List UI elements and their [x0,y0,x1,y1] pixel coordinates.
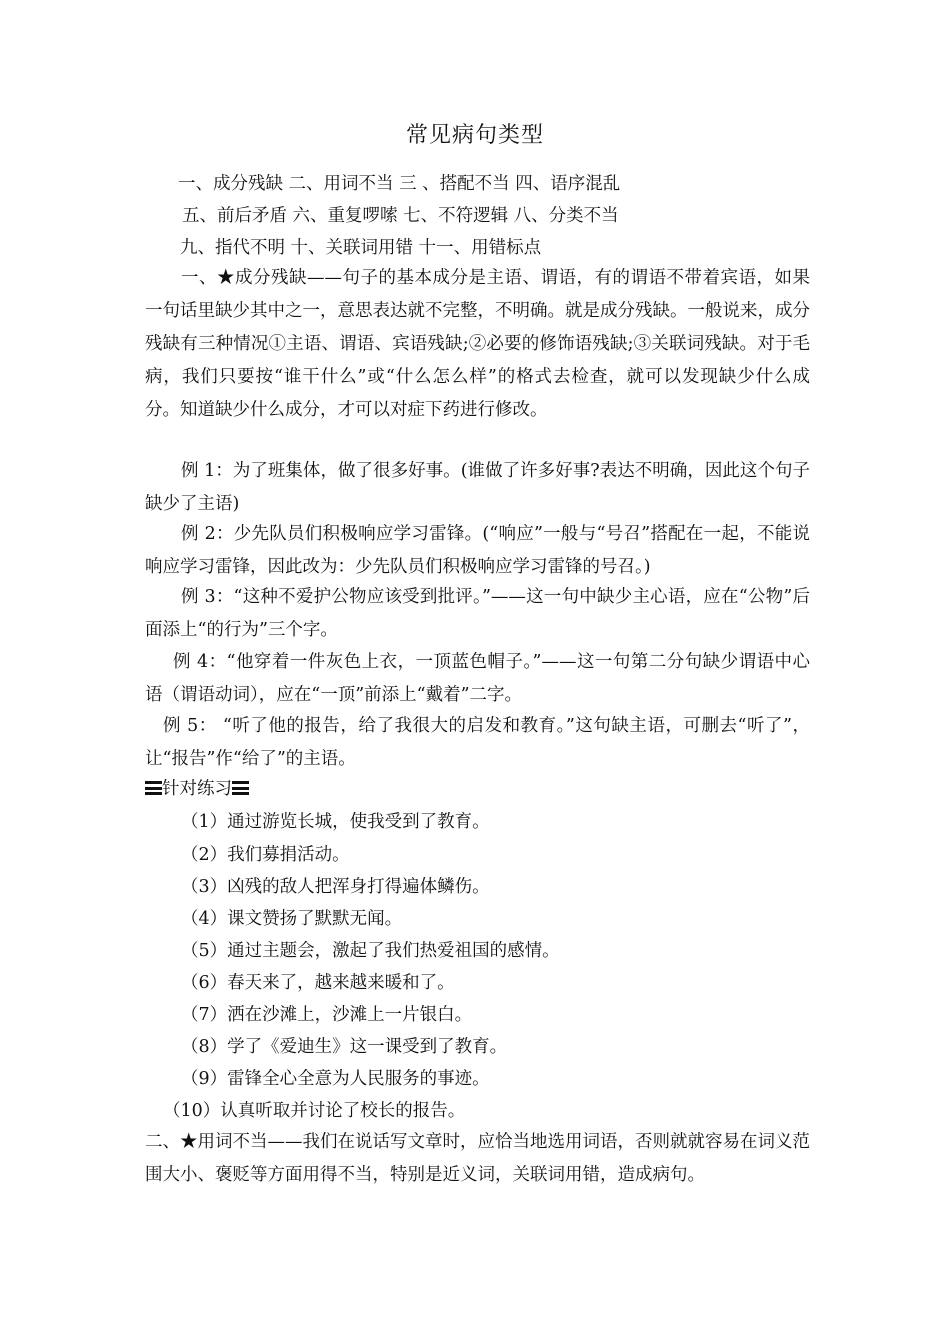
exercise-item: （5）通过主题会，激起了我们热爱祖国的感情。 [181,941,560,961]
practice-heading-label: 针对练习 [162,779,232,799]
exercise-item: （2）我们募捐活动。 [181,845,350,865]
exercise-item: （6）春天来了，越来越来暖和了。 [181,973,455,993]
example-5: 例 5： “听了他的报告，给了我很大的启发和教育。”这句缺主语，可删去“听了”，让“报告”作“给了”的主语。 [145,716,810,769]
types-line-2: 五、前后矛盾 六、重复啰嗦 七、不符逻辑 八、分类不当 [182,206,619,226]
exercise-item: （8）学了《爱迪生》这一课受到了教育。 [181,1037,508,1057]
exercise-item: （9）雷锋全心全意为人民服务的事迹。 [181,1069,490,1089]
example-4: 例 4：“他穿着一件灰色上衣，一顶蓝色帽子。”——这一句第二分句缺少谓语中心语（谓语动词），应在“一顶”前添上“戴着”二字。 [145,652,810,705]
exercise-item: （1）通过游览长城，使我受到了教育。 [181,812,490,832]
example-1: 例 1：为了班集体，做了很多好事。(谁做了许多好事?表达不明确，因此这个句子缺少了主语) [145,461,810,514]
section-1-intro: 一、★成分残缺——句子的基本成分是主语、谓语，有的谓语不带着宾语，如果一句话里缺少其中之一，意思表达就不完整，不明确。就是成分残缺。一般说来，成分残缺有三种情况①主语、谓语、宾语残缺;②必要的修饰语残缺;③关联词残缺。对于毛病，我们只要按“谁干什么”或“什么怎么样”的格式去检查，就可以发现缺少什么成分。知道缺少什么成分，才可以对症下药进行修改。 [145,268,810,420]
types-line-3: 九、指代不明 十、关联词用错 十一、用错标点 [180,238,542,258]
example-3: 例 3：“这种不爱护公物应该受到批评。”——这一句中缺少主心语，应在“公物”后面添上“的行为”三个字。 [145,587,810,640]
exercise-item: （4）课文赞扬了默默无闻。 [181,909,403,929]
page-title: 常见病句类型 [405,123,544,148]
types-line-1: 一、成分残缺 二、用词不当 三 、搭配不当 四、语序混乱 [178,174,621,194]
exercise-item: （10）认真听取并讨论了校长的报告。 [163,1101,466,1121]
exercise-item: （7）洒在沙滩上，沙滩上一片银白。 [181,1005,473,1025]
double-bar-icon [145,781,162,795]
double-bar-icon [232,781,249,795]
example-2: 例 2：少先队员们积极响应学习雷锋。(“响应”一般与“号召”搭配在一起，不能说响应学习雷锋，因此改为：少先队员们积极响应学习雷锋的号召。) [145,524,810,577]
exercise-item: （3）凶残的敌人把浑身打得遍体鳞伤。 [181,877,490,897]
section-2-intro: 二、★用词不当——我们在说话写文章时，应恰当地选用词语，否则就就容易在词义范围大小、褒贬等方面用得不当，特别是近义词，关联词用错，造成病句。 [145,1132,810,1185]
practice-heading [145,777,249,801]
